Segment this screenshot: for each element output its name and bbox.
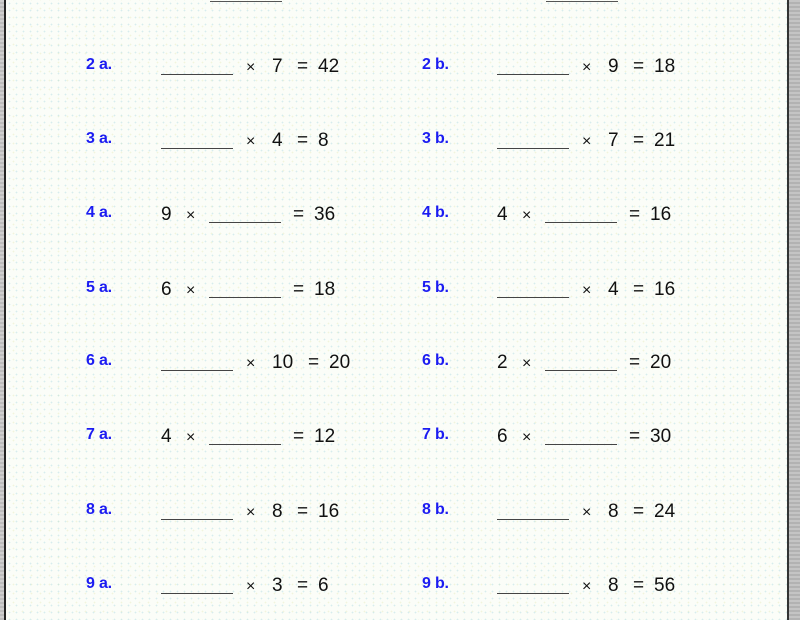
known-factor: 4	[272, 130, 283, 151]
known-factor: 7	[272, 56, 283, 77]
equals-sign: =	[633, 56, 645, 77]
answer-blank[interactable]	[545, 222, 617, 223]
problem-5b	[422, 279, 762, 309]
problem-4b	[422, 204, 762, 234]
problem-6b	[422, 352, 762, 382]
answer-blank-1b-cutoff[interactable]	[546, 0, 618, 2]
times-sign: ×	[522, 355, 532, 372]
equals-sign: =	[297, 130, 309, 151]
problem-label: 5 b.	[422, 279, 449, 296]
equals-sign: =	[297, 575, 309, 596]
product-value: 8	[318, 130, 329, 151]
equals-sign: =	[629, 426, 641, 447]
problem-3a	[86, 130, 426, 160]
product-value: 21	[654, 130, 676, 151]
product-value: 16	[318, 501, 340, 522]
product-value: 18	[314, 279, 336, 300]
answer-blank[interactable]	[209, 222, 281, 223]
times-sign: ×	[582, 578, 592, 595]
equals-sign: =	[629, 204, 641, 225]
answer-blank[interactable]	[161, 593, 233, 594]
problem-label: 4 a.	[86, 204, 112, 221]
known-factor: 8	[272, 501, 283, 522]
problem-label: 9 a.	[86, 575, 112, 592]
known-factor: 6	[161, 279, 172, 300]
problem-label: 6 a.	[86, 352, 112, 369]
problem-3b	[422, 130, 762, 160]
problem-2b	[422, 56, 762, 86]
equals-sign: =	[297, 501, 309, 522]
answer-blank[interactable]	[497, 297, 569, 298]
answer-blank[interactable]	[161, 370, 233, 371]
problem-6a	[86, 352, 426, 382]
times-sign: ×	[582, 133, 592, 150]
product-value: 56	[654, 575, 676, 596]
times-sign: ×	[522, 207, 532, 224]
times-sign: ×	[582, 504, 592, 521]
product-value: 16	[650, 204, 672, 225]
problem-label: 9 b.	[422, 575, 449, 592]
equals-sign: =	[633, 130, 645, 151]
problem-5a	[86, 279, 426, 309]
times-sign: ×	[186, 429, 196, 446]
product-value: 20	[650, 352, 672, 373]
known-factor: 9	[161, 204, 172, 225]
equals-sign: =	[629, 352, 641, 373]
problem-label: 5 a.	[86, 279, 112, 296]
times-sign: ×	[186, 207, 196, 224]
problem-label: 2 a.	[86, 56, 112, 73]
known-factor: 3	[272, 575, 283, 596]
answer-blank[interactable]	[497, 519, 569, 520]
answer-blank[interactable]	[209, 297, 281, 298]
known-factor: 7	[608, 130, 619, 151]
product-value: 18	[654, 56, 676, 77]
product-value: 42	[318, 56, 340, 77]
product-value: 30	[650, 426, 672, 447]
known-factor: 4	[497, 204, 508, 225]
problem-9b	[422, 575, 762, 605]
known-factor: 8	[608, 575, 619, 596]
times-sign: ×	[246, 578, 256, 595]
problem-8a	[86, 501, 426, 531]
equals-sign: =	[293, 279, 305, 300]
known-factor: 6	[497, 426, 508, 447]
answer-blank[interactable]	[161, 74, 233, 75]
answer-blank[interactable]	[497, 148, 569, 149]
vertical-scrollbar[interactable]	[789, 0, 800, 620]
problem-label: 3 b.	[422, 130, 449, 147]
equals-sign: =	[308, 352, 320, 373]
product-value: 16	[654, 279, 676, 300]
product-value: 12	[314, 426, 336, 447]
problem-7b	[422, 426, 762, 456]
equals-sign: =	[633, 279, 645, 300]
times-sign: ×	[246, 504, 256, 521]
answer-blank[interactable]	[545, 444, 617, 445]
problem-4a	[86, 204, 426, 234]
times-sign: ×	[582, 282, 592, 299]
equals-sign: =	[633, 575, 645, 596]
problem-9a	[86, 575, 426, 605]
product-value: 20	[329, 352, 351, 373]
times-sign: ×	[582, 59, 592, 76]
equals-sign: =	[293, 204, 305, 225]
problem-label: 4 b.	[422, 204, 449, 221]
known-factor: 4	[161, 426, 172, 447]
answer-blank[interactable]	[209, 444, 281, 445]
problem-label: 8 a.	[86, 501, 112, 518]
problem-label: 8 b.	[422, 501, 449, 518]
problem-2a	[86, 56, 426, 86]
answer-blank[interactable]	[497, 74, 569, 75]
product-value: 24	[654, 501, 676, 522]
problem-8b	[422, 501, 762, 531]
product-value: 36	[314, 204, 336, 225]
problem-7a	[86, 426, 426, 456]
equals-sign: =	[297, 56, 309, 77]
problem-label: 7 a.	[86, 426, 112, 443]
problem-label: 7 b.	[422, 426, 449, 443]
answer-blank-1a-cutoff[interactable]	[210, 0, 282, 2]
equals-sign: =	[293, 426, 305, 447]
times-sign: ×	[522, 429, 532, 446]
answer-blank[interactable]	[161, 148, 233, 149]
product-value: 6	[318, 575, 329, 596]
known-factor: 10	[272, 352, 294, 373]
known-factor: 8	[608, 501, 619, 522]
problem-label: 6 b.	[422, 352, 449, 369]
problem-label: 2 b.	[422, 56, 449, 73]
problem-label: 3 a.	[86, 130, 112, 147]
known-factor: 2	[497, 352, 508, 373]
times-sign: ×	[246, 133, 256, 150]
equals-sign: =	[633, 501, 645, 522]
times-sign: ×	[246, 355, 256, 372]
known-factor: 9	[608, 56, 619, 77]
known-factor: 4	[608, 279, 619, 300]
answer-blank[interactable]	[545, 370, 617, 371]
times-sign: ×	[186, 282, 196, 299]
answer-blank[interactable]	[161, 519, 233, 520]
times-sign: ×	[246, 59, 256, 76]
worksheet-page[interactable]	[4, 0, 789, 620]
answer-blank[interactable]	[497, 593, 569, 594]
